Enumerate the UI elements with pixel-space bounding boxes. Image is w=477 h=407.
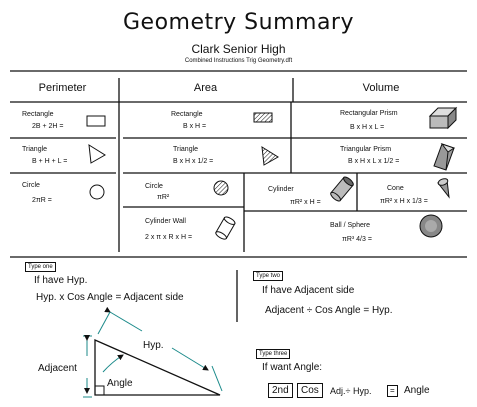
type-three-end: Angle <box>404 385 430 396</box>
area-rectangle-label: Rectangle <box>171 111 203 118</box>
sphere-formula: πR³ 4/3 = <box>342 236 372 243</box>
cylinder-wall-formula: 2 x π x R x H = <box>145 234 193 241</box>
rect-prism-label: Rectangular Prism <box>340 110 398 117</box>
volume-heading: Volume <box>362 82 400 94</box>
type-two-line1: If have Adjacent side <box>262 285 355 296</box>
area-rectangle-formula: B x H = <box>183 123 207 130</box>
tri-prism-label: Triangular Prism <box>340 146 392 153</box>
perimeter-triangle-formula: B + H + L = <box>32 158 68 165</box>
cylinder-label: Cylinder <box>268 186 294 193</box>
cylinder-wall-label: Cylinder Wall <box>145 218 186 225</box>
area-triangle-formula: B x H x 1/2 = <box>173 158 214 165</box>
hyp-label: Hyp. <box>143 340 164 351</box>
type-two-tag: Type two <box>253 271 283 281</box>
key-cos: Cos <box>297 383 323 398</box>
perimeter-circle-formula: 2πR = <box>32 197 52 204</box>
school-name: Clark Senior High <box>191 42 286 56</box>
type-three-tag: Type three <box>256 349 290 359</box>
rect-prism-formula: B x H x L = <box>350 124 385 131</box>
file-name: Combined Instructions Trig Geometry.dft <box>184 58 293 64</box>
type-three-mid: Adj.÷ Hyp. <box>330 386 372 396</box>
type-one-line1: If have Hyp. <box>34 275 88 286</box>
type-three-line1: If want Angle: <box>262 362 323 373</box>
perimeter-rectangle-label: Rectangle <box>22 111 54 118</box>
adjacent-label: Adjacent <box>38 363 77 374</box>
perimeter-triangle-label: Triangle <box>22 146 48 153</box>
key-equals: = <box>387 385 398 397</box>
key-2nd: 2nd <box>268 383 293 398</box>
perimeter-heading: Perimeter <box>38 82 87 94</box>
type-one-line2: Hyp. x Cos Angle = Adjacent side <box>36 292 184 303</box>
cylinder-formula: πR² x H = <box>290 199 321 206</box>
perimeter-rectangle-formula: 2B + 2H = <box>32 123 64 130</box>
area-triangle-label: Triangle <box>173 146 199 153</box>
type-two-line2: Adjacent ÷ Cos Angle = Hyp. <box>265 305 393 316</box>
cone-label: Cone <box>387 185 404 192</box>
tri-prism-formula: B x H x L x 1/2 = <box>348 158 400 165</box>
area-circle-formula: πR² <box>157 194 170 201</box>
area-circle-label: Circle <box>145 183 163 190</box>
page-title: Geometry Summary <box>122 10 354 35</box>
angle-label: Angle <box>107 378 133 389</box>
cone-formula: πR² x H x 1/3 = <box>380 198 428 205</box>
perimeter-circle-label: Circle <box>22 182 40 189</box>
type-one-tag: Type one <box>25 262 56 272</box>
area-heading: Area <box>193 82 218 94</box>
sphere-label: Ball / Sphere <box>330 222 371 229</box>
